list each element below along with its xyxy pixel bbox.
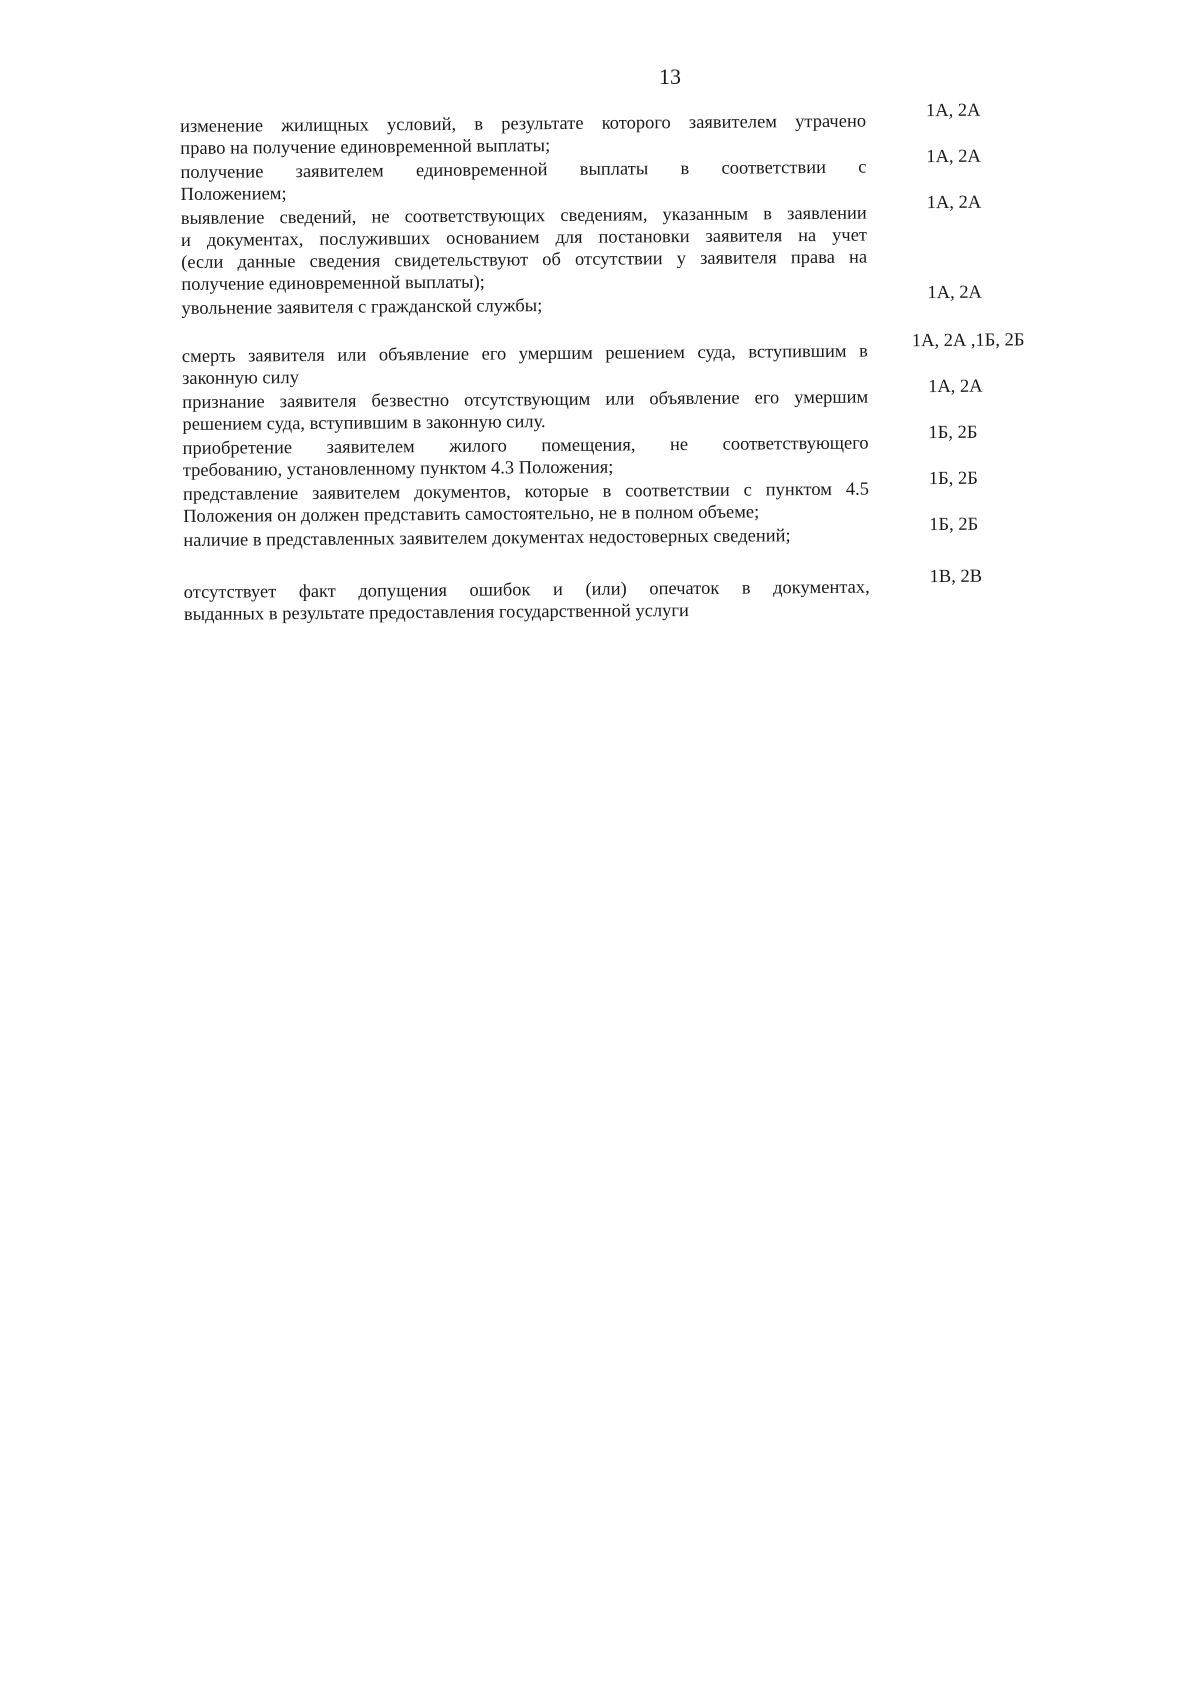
item-code: 1Б, 2Б	[929, 514, 979, 536]
item-text	[182, 341, 868, 390]
text-line: смерть заявителя или объявление его умершим решением суда, вступившим в	[181, 341, 868, 367]
item-text	[183, 433, 869, 482]
item-text	[181, 203, 868, 296]
item-text	[181, 293, 867, 320]
item-text	[180, 111, 866, 160]
text-line: приобретение заявителем жилого помещения, не соответствующего	[182, 433, 869, 459]
text-line: и документах, послуживших основанием для постановки заявителя на учет	[180, 225, 868, 251]
text-line: наличие в представленных заявителем документах недостоверных сведений;	[183, 526, 791, 551]
list-item	[183, 566, 1124, 626]
item-code: 1А, 2А ,1Б, 2Б	[911, 330, 1025, 352]
text-line: получение единовременной выплаты);	[181, 272, 485, 295]
item-code: 1А, 2А	[928, 376, 983, 398]
item-code: 1А, 2А	[926, 192, 982, 214]
text-line: признание заявителя безвестно отсутствующим или объявление его умершим	[182, 387, 869, 413]
item-code: 1Б, 2Б	[928, 468, 978, 490]
text-line: изменение жилищных условий, в результате которого заявителем утрачено	[180, 111, 867, 137]
item-text	[180, 157, 866, 206]
text-line: (если данные сведения свидетельствуют об отсутствии у заявителя права на	[181, 247, 868, 273]
text-line: представление заявителем документов, которые в соответствии с пунктом 4.5	[182, 479, 870, 505]
text-line: увольнение заявителя с гражданской службы;	[181, 296, 543, 319]
text-line: отсутствует факт допущения ошибок и (или) опечаток в документах,	[183, 577, 870, 603]
text-line: законную силу	[181, 368, 300, 389]
item-code: 1А, 2А	[927, 282, 982, 304]
item-code: 1В, 2В	[929, 566, 983, 588]
text-line: решением суда, вступившим в законную силу.	[182, 412, 546, 435]
text-line: выданных в результате предоставления государственной услуги	[183, 601, 689, 625]
text-line: Положением;	[180, 184, 287, 205]
text-line: получение заявителем единовременной выплаты в соответствии с	[180, 157, 867, 183]
text-line: требованию, установленному пунктом 4.3 Положения;	[182, 457, 614, 481]
item-code: 1Б, 2Б	[928, 422, 978, 444]
item-code: 1А, 2А	[925, 100, 981, 122]
item-text	[182, 387, 868, 436]
text-line: Положения он должен представить самостоятельно, не в полном объеме;	[183, 502, 760, 527]
text-line: право на получение единовременной выплаты;	[180, 136, 551, 159]
item-text	[184, 577, 870, 626]
item-text	[183, 525, 869, 552]
item-code: 1А, 2А	[926, 146, 981, 168]
item-text	[183, 479, 869, 528]
grounds-list	[180, 100, 1124, 626]
page-number: 13	[659, 64, 681, 89]
text-line: выявление сведений, не соответствующих сведениям, указанным в заявлении	[180, 203, 867, 229]
